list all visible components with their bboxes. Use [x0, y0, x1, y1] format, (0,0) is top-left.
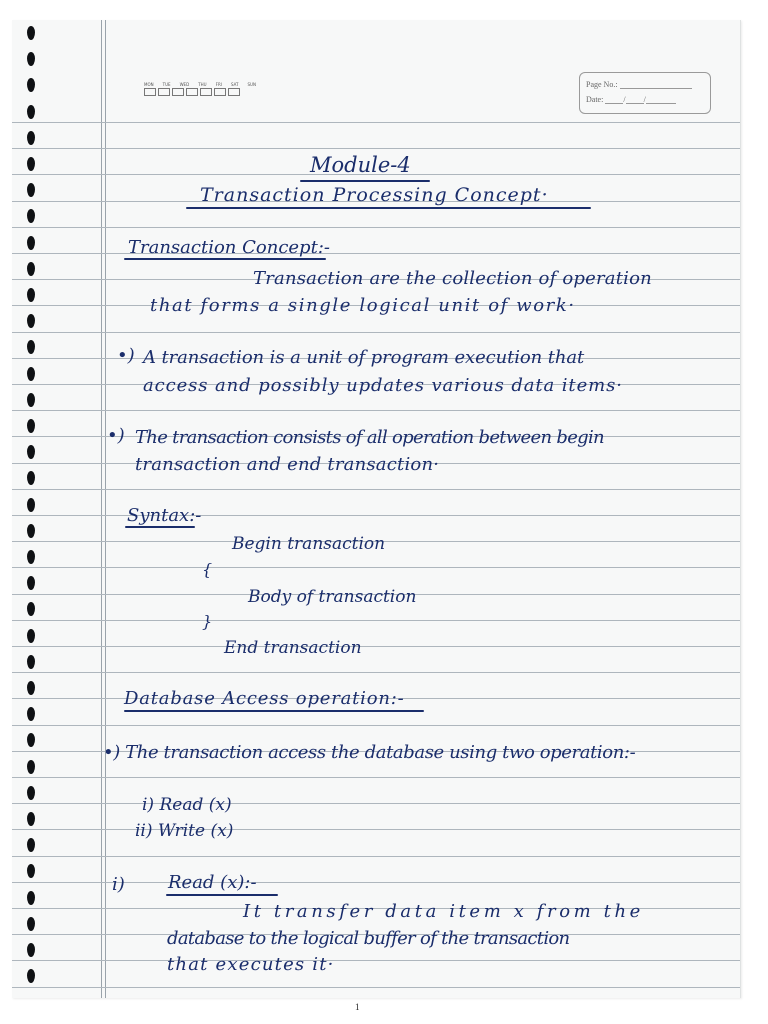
syntax-begin: Begin transaction	[232, 534, 386, 554]
day-checkbox	[172, 88, 184, 96]
body-text: A transaction is a unit of program execution that	[143, 347, 585, 368]
ruled-line	[12, 253, 740, 254]
syntax-close-brace: }	[202, 612, 213, 631]
module-title-underline	[300, 180, 430, 182]
ruled-line	[12, 332, 740, 333]
day-checkbox	[214, 88, 226, 96]
operation-read: i) Read (x)	[142, 795, 232, 815]
page-date-box: Page No.: Date: / /	[579, 72, 711, 114]
syntax-open-brace: {	[202, 560, 213, 579]
ruled-line	[12, 803, 740, 804]
body-text: access and possibly updates various data items·	[143, 375, 623, 396]
ruled-line	[12, 515, 740, 516]
body-text: that forms a single logical unit of work·	[150, 295, 576, 316]
margin-line-left	[101, 20, 102, 998]
day-label: WED	[179, 82, 190, 87]
day-label: SUN	[247, 82, 256, 87]
day-label: THU	[198, 82, 207, 87]
section-number: i)	[112, 874, 125, 895]
ruled-line	[12, 227, 740, 228]
ruled-line	[12, 567, 740, 568]
margin-line-right	[105, 20, 106, 998]
day-selector	[144, 82, 256, 96]
module-title: Module-4	[310, 153, 411, 177]
section-heading-database-access: Database Access operation:-	[124, 688, 405, 709]
ruled-line	[12, 856, 740, 857]
bullet: •)	[117, 345, 135, 366]
ruled-line	[12, 829, 740, 830]
ruled-line	[12, 987, 740, 988]
day-checkbox	[200, 88, 212, 96]
day-label: TUE	[162, 82, 171, 87]
body-text: transaction and end transaction·	[135, 454, 440, 475]
body-text: database to the logical buffer of the transaction	[167, 928, 570, 949]
date-label: Date:	[586, 95, 604, 104]
ruled-line	[12, 777, 740, 778]
ruled-line	[12, 960, 740, 961]
heading-underline	[124, 710, 424, 712]
body-text: It transfer data item x from the	[243, 901, 644, 922]
page-subtitle: Transaction Processing Concept·	[200, 184, 549, 206]
day-checkbox	[144, 88, 156, 96]
ruled-line	[12, 672, 740, 673]
section-heading-transaction-concept: Transaction Concept:-	[128, 237, 330, 258]
heading-underline	[124, 258, 326, 260]
body-text: •) The transaction access the database using two operation:-	[103, 742, 636, 763]
ruled-line	[12, 489, 740, 490]
day-checkbox	[158, 88, 170, 96]
ruled-line	[12, 620, 740, 621]
section-heading-syntax: Syntax:-	[127, 505, 202, 526]
page-no-label: Page No.:	[586, 80, 618, 89]
section-heading-read: Read (x):-	[168, 872, 257, 893]
ruled-line	[12, 122, 740, 123]
body-text: that executes it·	[167, 954, 335, 975]
page-number: 1	[355, 1002, 360, 1012]
heading-underline	[166, 894, 278, 896]
bullet: •)	[107, 425, 125, 446]
day-checkbox	[186, 88, 198, 96]
operation-write: ii) Write (x)	[135, 821, 234, 841]
body-text: Transaction are the collection of operation	[253, 268, 652, 289]
ruled-line	[12, 148, 740, 149]
syntax-body: Body of transaction	[248, 587, 417, 607]
day-label: MON	[144, 82, 154, 87]
body-text: The transaction consists of all operation between begin	[135, 427, 604, 448]
subtitle-underline	[186, 207, 591, 209]
day-label: FRI	[215, 82, 222, 87]
ruled-line	[12, 725, 740, 726]
day-label: SAT	[230, 82, 239, 87]
ruled-line	[12, 410, 740, 411]
day-checkbox	[228, 88, 240, 96]
heading-underline	[125, 526, 195, 528]
syntax-end: End transaction	[224, 638, 362, 658]
ruled-line	[12, 646, 740, 647]
